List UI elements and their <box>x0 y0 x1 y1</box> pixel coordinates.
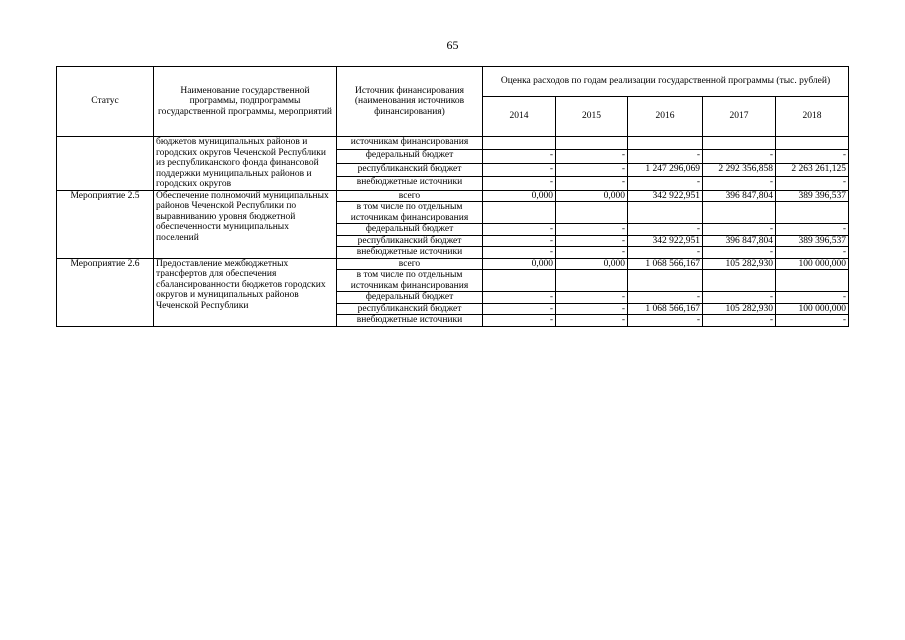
value-cell: - <box>483 292 556 304</box>
table-row <box>57 137 849 150</box>
value-cell: - <box>776 150 849 163</box>
value-cell: 1 247 296,069 <box>628 163 703 176</box>
header-year: 2014 <box>483 97 556 137</box>
page-number: 65 <box>446 38 459 52</box>
name-cell: Обеспечение полномочий муниципальных районов Чеченской Республики по выравниванию уровня бюджетной обеспеченности муниципальных поселений <box>154 190 337 258</box>
value-cell <box>628 270 703 292</box>
budget-table <box>56 66 849 327</box>
value-cell: - <box>483 177 556 190</box>
value-cell: 100 000,000 <box>776 303 849 315</box>
source-cell: федеральный бюджет <box>337 224 483 236</box>
source-cell: федеральный бюджет <box>337 292 483 304</box>
value-cell: - <box>628 150 703 163</box>
value-cell <box>776 137 849 150</box>
value-cell: - <box>703 177 776 190</box>
value-cell: 2 263 261,125 <box>776 163 849 176</box>
value-cell <box>556 202 628 224</box>
header-year: 2017 <box>703 97 776 137</box>
value-cell: - <box>556 303 628 315</box>
value-cell <box>628 137 703 150</box>
value-cell: - <box>628 292 703 304</box>
value-cell: - <box>628 177 703 190</box>
source-cell: внебюджетные источники <box>337 315 483 327</box>
value-cell: 342 922,951 <box>628 235 703 247</box>
value-cell <box>483 137 556 150</box>
header-estimate: Оценка расходов по годам реализации государственной программы (тыс. рублей) <box>483 67 849 97</box>
header-year: 2018 <box>776 97 849 137</box>
value-cell: - <box>628 247 703 259</box>
value-cell: - <box>628 315 703 327</box>
value-cell: 389 396,537 <box>776 190 849 202</box>
value-cell: - <box>703 315 776 327</box>
value-cell: - <box>776 247 849 259</box>
value-cell <box>703 202 776 224</box>
header-name: Наименование государственной программы, подпрограммы государственной программы, мероприятий <box>154 67 337 137</box>
value-cell: 100 000,000 <box>776 258 849 270</box>
source-cell: всего <box>337 190 483 202</box>
value-cell <box>628 202 703 224</box>
value-cell <box>556 137 628 150</box>
value-cell <box>483 202 556 224</box>
name-cell: бюджетов муниципальных районов и городских округов Чеченской Республики из республиканского фонда финансовой поддержки муниципальных районов и городских округов <box>154 137 337 191</box>
value-cell <box>703 137 776 150</box>
value-cell: - <box>483 224 556 236</box>
source-cell: в том числе по отдельным источникам финансирования <box>337 270 483 292</box>
value-cell <box>776 270 849 292</box>
value-cell: - <box>703 247 776 259</box>
value-cell: - <box>556 177 628 190</box>
value-cell: 105 282,930 <box>703 303 776 315</box>
value-cell: 105 282,930 <box>703 258 776 270</box>
value-cell: - <box>776 292 849 304</box>
value-cell: 0,000 <box>556 258 628 270</box>
table-body <box>57 137 849 327</box>
table-row <box>57 190 849 202</box>
header-source: Источник финансирования (наименования источников финансирования) <box>337 67 483 137</box>
status-cell: Мероприятие 2.6 <box>57 258 154 326</box>
source-cell: республиканский бюджет <box>337 235 483 247</box>
value-cell: - <box>776 315 849 327</box>
value-cell: - <box>776 224 849 236</box>
value-cell: - <box>483 150 556 163</box>
value-cell: - <box>556 292 628 304</box>
value-cell: 0,000 <box>556 190 628 202</box>
value-cell: - <box>483 315 556 327</box>
value-cell: - <box>483 163 556 176</box>
source-cell: внебюджетные источники <box>337 177 483 190</box>
header-status: Статус <box>57 67 154 137</box>
header-year: 2015 <box>556 97 628 137</box>
value-cell: - <box>703 150 776 163</box>
source-cell: всего <box>337 258 483 270</box>
value-cell: 396 847,804 <box>703 190 776 202</box>
source-cell: внебюджетные источники <box>337 247 483 259</box>
value-cell: - <box>703 292 776 304</box>
source-cell: республиканский бюджет <box>337 163 483 176</box>
value-cell: 1 068 566,167 <box>628 258 703 270</box>
value-cell <box>776 202 849 224</box>
source-cell: источникам финансирования <box>337 137 483 150</box>
status-cell <box>57 137 154 191</box>
value-cell: - <box>483 303 556 315</box>
value-cell: - <box>556 150 628 163</box>
value-cell: - <box>556 247 628 259</box>
value-cell <box>556 270 628 292</box>
table-row <box>57 258 849 270</box>
value-cell: - <box>556 235 628 247</box>
value-cell: - <box>483 247 556 259</box>
value-cell: 1 068 566,167 <box>628 303 703 315</box>
header-year: 2016 <box>628 97 703 137</box>
value-cell: 389 396,537 <box>776 235 849 247</box>
value-cell: 2 292 356,858 <box>703 163 776 176</box>
value-cell: - <box>703 224 776 236</box>
value-cell: - <box>483 235 556 247</box>
source-cell: в том числе по отдельным источникам финансирования <box>337 202 483 224</box>
source-cell: республиканский бюджет <box>337 303 483 315</box>
value-cell: 0,000 <box>483 258 556 270</box>
value-cell: - <box>628 224 703 236</box>
value-cell: - <box>556 224 628 236</box>
value-cell <box>703 270 776 292</box>
value-cell: - <box>776 177 849 190</box>
value-cell: - <box>556 163 628 176</box>
source-cell: федеральный бюджет <box>337 150 483 163</box>
value-cell <box>483 270 556 292</box>
status-cell: Мероприятие 2.5 <box>57 190 154 258</box>
value-cell: 0,000 <box>483 190 556 202</box>
value-cell: - <box>556 315 628 327</box>
value-cell: 342 922,951 <box>628 190 703 202</box>
value-cell: 396 847,804 <box>703 235 776 247</box>
name-cell: Предоставление межбюджетных трансфертов для обеспечения сбалансированности бюджетов городских округов и муниципальных районов Чеченской Республики <box>154 258 337 326</box>
